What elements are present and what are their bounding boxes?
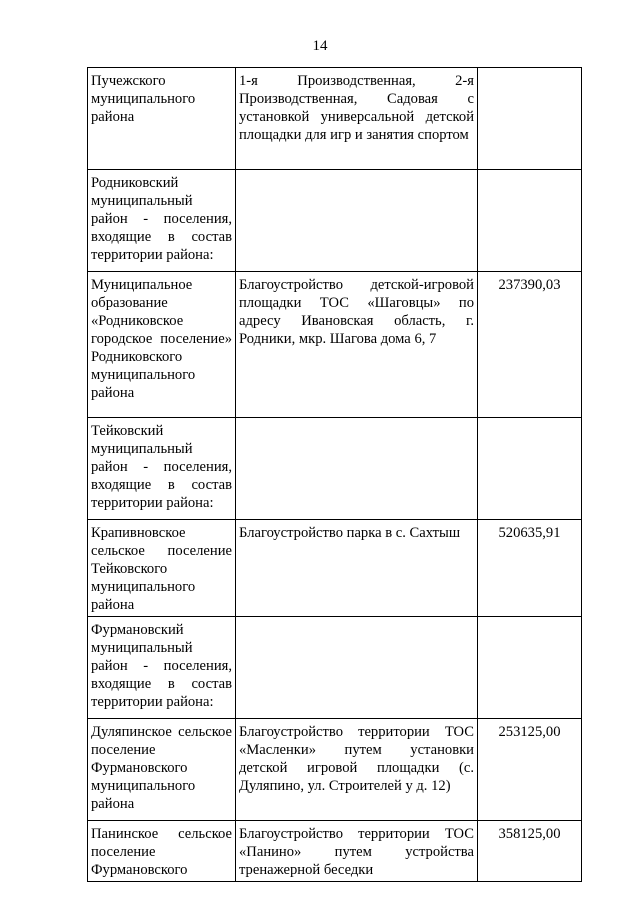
municipality-text: Панинское сельское поселение Фурмановского [91,826,232,878]
amount-cell [478,170,582,272]
project-cell: 1-я Производственная, 2-я Производственная, Садовая с установкой универсальной детской площадки для игр и занятия спортом [236,68,478,170]
municipality-cell: Дуляпинское сельское поселение Фурмановского муниципального района [88,719,236,821]
table-row [88,821,582,882]
project-cell: Благоустройство парка в с. Сахтыш [236,520,478,617]
municipality-cell: Родниковский муниципальный район - поселения, входящие в состав территории района: [88,170,236,272]
amount-cell: 358125,00 [478,821,582,882]
municipality-cell: Крапивновское сельское поселение Тейковского муниципального района [88,520,236,617]
grants-table [87,67,582,882]
project-cell [236,617,478,719]
project-text: Благоустройство территории ТОС «Панино» путем устройства тренажерной беседки [239,826,474,878]
amount-cell [478,418,582,520]
amount-cell: 237390,03 [478,272,582,418]
project-cell: Благоустройство детской-игровой площадки ТОС «Шаговцы» по адресу Ивановская область, г. Родники, мкр. Шагова дома 6, 7 [236,272,478,418]
project-cell [236,821,478,882]
table-row [88,272,582,418]
table-row [88,418,582,520]
project-cell [236,170,478,272]
municipality-cell: Тейковский муниципальный район - поселения, входящие в состав территории района: [88,418,236,520]
table-row [88,520,582,617]
project-cell [236,418,478,520]
amount-cell [478,617,582,719]
table-row [88,170,582,272]
municipality-cell: Муниципальное образование «Родниковское городское поселение» Родниковского муниципального района [88,272,236,418]
page-number: 14 [312,38,328,54]
amount-cell: 520635,91 [478,520,582,617]
project-cell: Благоустройство территории ТОС «Масленки» путем установки детской игровой площадки (с. Дуляпино, ул. Строителей у д. 12) [236,719,478,821]
municipality-cell: Пучежского муниципального района [88,68,236,170]
amount-cell: 253125,00 [478,719,582,821]
municipality-cell: Фурмановский муниципальный район - поселения, входящие в состав территории района: [88,617,236,719]
amount-cell [478,68,582,170]
table-row [88,617,582,719]
table-row [88,719,582,821]
municipality-cell [88,821,236,882]
table-row [88,68,582,170]
